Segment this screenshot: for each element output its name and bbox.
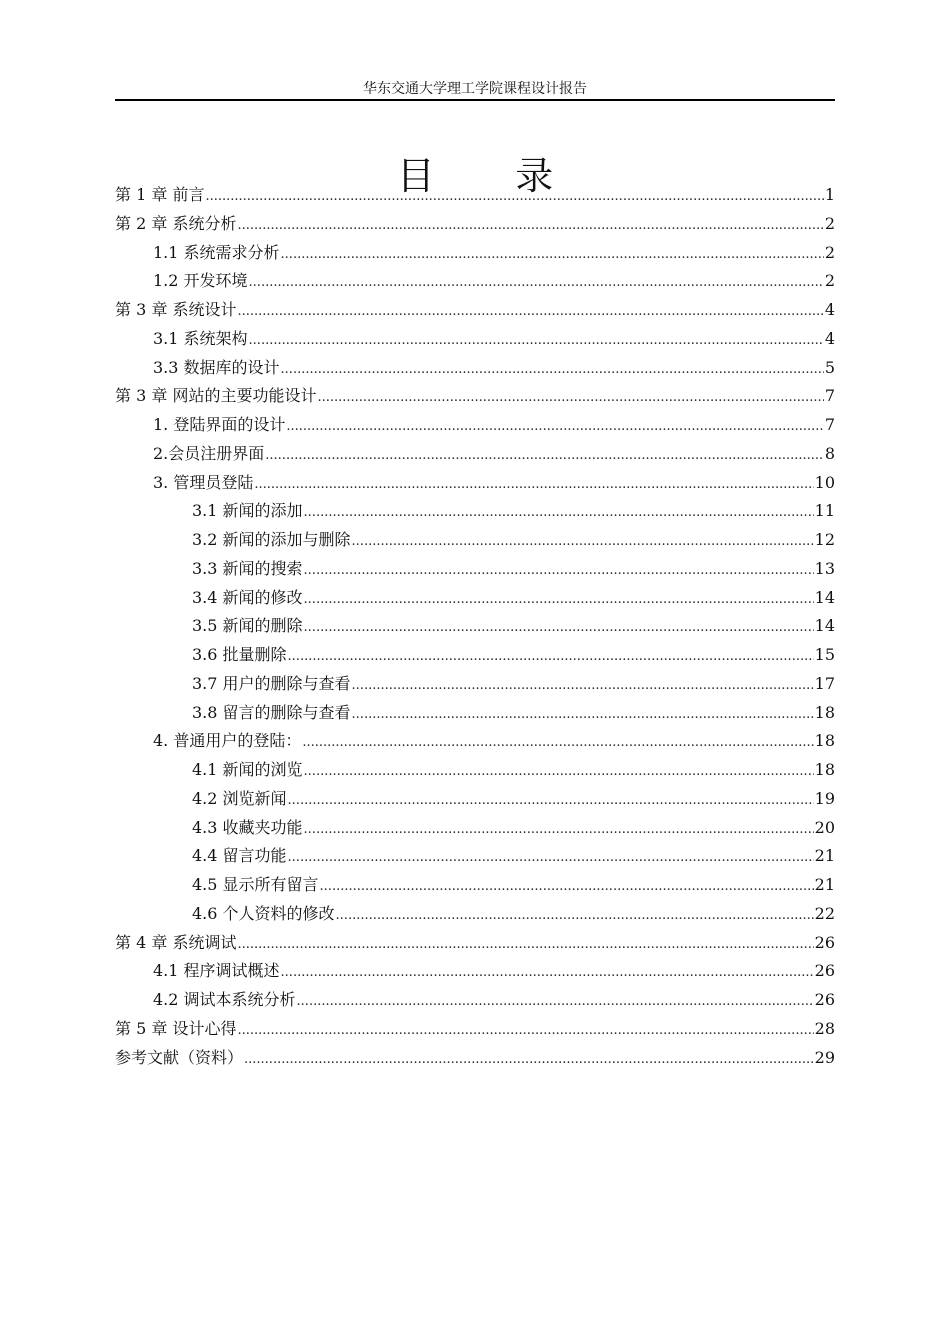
toc-dot-leader bbox=[265, 440, 824, 470]
toc-entry-title: 4.2 调试本系统分析 bbox=[153, 990, 296, 1009]
toc-dot-leader bbox=[352, 670, 814, 700]
toc-entry[interactable] bbox=[115, 411, 835, 440]
toc-entry-page-number: 7 bbox=[824, 386, 835, 406]
toc-entry[interactable] bbox=[115, 727, 835, 756]
toc-entry-page-number: 12 bbox=[814, 530, 835, 549]
toc-dot-leader bbox=[237, 296, 823, 326]
toc-dot-leader bbox=[237, 929, 813, 959]
toc-entry-title: 第 1 章 前言 bbox=[115, 185, 205, 204]
toc-dot-leader bbox=[304, 814, 814, 844]
toc-entry[interactable] bbox=[115, 641, 835, 670]
toc-entry-title: 3.6 批量删除 bbox=[192, 645, 287, 664]
toc-entry[interactable] bbox=[115, 814, 835, 843]
toc-entry-page-number: 19 bbox=[814, 788, 835, 808]
toc-dot-leader bbox=[288, 641, 814, 671]
toc-dot-leader bbox=[281, 239, 824, 269]
toc-dot-leader bbox=[304, 584, 814, 614]
toc-dot-leader bbox=[302, 727, 813, 757]
toc-dot-leader bbox=[205, 181, 823, 211]
toc-entry-page-number: 18 bbox=[814, 731, 835, 751]
toc-entry[interactable] bbox=[115, 900, 835, 929]
toc-entry-page-number: 5 bbox=[824, 357, 835, 377]
toc-entry[interactable] bbox=[115, 670, 835, 699]
page-header bbox=[115, 79, 835, 101]
toc-entry[interactable] bbox=[115, 440, 835, 469]
toc-entry-page-number: 2 bbox=[824, 213, 835, 233]
toc-entry-title: 3.1 新闻的添加 bbox=[192, 501, 303, 521]
toc-dot-leader bbox=[304, 612, 814, 642]
toc-entry-page-number: 22 bbox=[814, 903, 835, 923]
toc-dot-leader bbox=[304, 756, 814, 786]
toc-entry[interactable] bbox=[115, 1015, 835, 1044]
toc-entry[interactable] bbox=[115, 612, 835, 641]
toc-entry-title: 3.3 数据库的设计 bbox=[153, 357, 280, 377]
toc-dot-leader bbox=[352, 526, 814, 556]
toc-dot-leader bbox=[297, 986, 814, 1016]
toc-dot-leader bbox=[288, 785, 814, 815]
toc-entry[interactable] bbox=[115, 354, 835, 383]
toc-entry-title: 3.3 新闻的搜索 bbox=[192, 558, 303, 578]
toc-entry-title: 4.1 程序调试概述 bbox=[153, 961, 280, 981]
toc-entry-page-number: 13 bbox=[814, 558, 835, 578]
toc-entry-title: 3.5 新闻的删除 bbox=[192, 616, 303, 636]
toc-dot-leader bbox=[244, 1044, 814, 1074]
toc-entry-page-number: 18 bbox=[814, 760, 835, 779]
toc-entry[interactable] bbox=[115, 756, 835, 785]
toc-entry[interactable] bbox=[115, 1044, 835, 1073]
toc-entry-page-number: 21 bbox=[814, 875, 835, 894]
toc-entry[interactable] bbox=[115, 497, 835, 526]
toc-entry[interactable] bbox=[115, 210, 835, 239]
header-text: 华东交通大学理工学院课程设计报告 bbox=[363, 81, 587, 97]
toc-entry-page-number: 2 bbox=[824, 271, 835, 291]
toc-entry-page-number: 10 bbox=[814, 472, 835, 492]
toc-entry-page-number: 14 bbox=[814, 616, 835, 636]
toc-entry-title: 参考文献（资料） bbox=[115, 1047, 244, 1067]
toc-entry-title: 3. 管理员登陆 bbox=[153, 472, 254, 492]
toc-dot-leader bbox=[237, 1015, 813, 1045]
toc-entry[interactable] bbox=[115, 986, 835, 1015]
toc-entry-page-number: 29 bbox=[814, 1047, 835, 1067]
toc-entry[interactable] bbox=[115, 584, 835, 613]
toc-entry-title: 4.2 浏览新闻 bbox=[192, 788, 287, 808]
toc-entry[interactable] bbox=[115, 267, 835, 296]
toc-entry[interactable] bbox=[115, 871, 835, 900]
toc-entry-title: 3.1 系统架构 bbox=[153, 328, 248, 348]
toc-dot-leader bbox=[281, 354, 824, 384]
toc-entry-page-number: 7 bbox=[824, 415, 835, 434]
toc-entry-page-number: 18 bbox=[814, 702, 835, 722]
toc-entry-page-number: 26 bbox=[814, 932, 835, 952]
toc-entry-title: 4.6 个人资料的修改 bbox=[192, 903, 335, 923]
toc-entry-page-number: 17 bbox=[814, 673, 835, 693]
toc-entry-page-number: 14 bbox=[814, 587, 835, 607]
toc-dot-leader bbox=[288, 842, 814, 872]
toc-title: 目 录 bbox=[396, 154, 588, 199]
toc-entry-page-number: 28 bbox=[814, 1018, 835, 1038]
toc-entry-page-number: 26 bbox=[814, 990, 835, 1009]
toc-entry[interactable] bbox=[115, 842, 835, 871]
toc-entry-title: 4.4 留言功能 bbox=[192, 846, 287, 866]
toc-entry-title: 1. 登陆界面的设计 bbox=[153, 415, 286, 434]
toc-entry-title: 第 3 章 系统设计 bbox=[115, 300, 237, 319]
toc-entry-title: 第 5 章 设计心得 bbox=[115, 1018, 237, 1038]
toc-entry-page-number: 8 bbox=[824, 443, 835, 463]
toc-entry[interactable] bbox=[115, 181, 835, 210]
toc-entry[interactable] bbox=[115, 469, 835, 498]
toc-entry-title: 2.会员注册界面 bbox=[153, 443, 265, 463]
toc-entry-title: 3.2 新闻的添加与删除 bbox=[192, 530, 351, 549]
toc-dot-leader bbox=[249, 267, 824, 297]
toc-entry-page-number: 4 bbox=[824, 328, 835, 348]
toc-entry-page-number: 11 bbox=[814, 501, 835, 521]
toc-entry-title: 4.3 收藏夹功能 bbox=[192, 817, 303, 837]
toc-dot-leader bbox=[286, 411, 823, 441]
toc-entry[interactable] bbox=[115, 325, 835, 354]
toc-dot-leader bbox=[281, 957, 814, 987]
toc-entry[interactable] bbox=[115, 785, 835, 814]
toc-entry-page-number: 26 bbox=[814, 961, 835, 981]
toc-entry[interactable] bbox=[115, 526, 835, 555]
toc-entry-page-number: 2 bbox=[824, 242, 835, 262]
toc-dot-leader bbox=[237, 210, 823, 240]
toc-dot-leader bbox=[317, 382, 823, 412]
toc-entry-title: 3.8 留言的删除与查看 bbox=[192, 702, 351, 722]
toc-entry-title: 第 3 章 网站的主要功能设计 bbox=[115, 386, 317, 406]
toc-entry[interactable] bbox=[115, 957, 835, 986]
toc-entry-title: 1.1 系统需求分析 bbox=[153, 242, 280, 262]
toc-entry-title: 3.4 新闻的修改 bbox=[192, 587, 303, 607]
toc-dot-leader bbox=[249, 325, 824, 355]
toc-entry-title: 4. 普通用户的登陆： bbox=[153, 731, 302, 751]
toc-entry-page-number: 20 bbox=[814, 817, 835, 837]
toc-entry[interactable] bbox=[115, 296, 835, 325]
toc-dot-leader bbox=[304, 555, 814, 585]
toc-entry[interactable] bbox=[115, 555, 835, 584]
toc-dot-leader bbox=[304, 497, 814, 527]
toc-entry-title: 4.1 新闻的浏览 bbox=[192, 760, 303, 779]
toc-entry-title: 第 2 章 系统分析 bbox=[115, 213, 237, 233]
toc-entry[interactable] bbox=[115, 699, 835, 728]
toc-dot-leader bbox=[336, 900, 814, 930]
toc-dot-leader bbox=[320, 871, 814, 901]
toc-entry-title: 第 4 章 系统调试 bbox=[115, 932, 237, 952]
toc-entry-page-number: 1 bbox=[824, 185, 835, 204]
toc-dot-leader bbox=[352, 699, 814, 729]
toc-entry[interactable] bbox=[115, 929, 835, 958]
toc-dot-leader bbox=[254, 469, 813, 499]
table-of-contents bbox=[115, 181, 835, 1072]
toc-entry-title: 1.2 开发环境 bbox=[153, 271, 248, 291]
toc-entry-page-number: 4 bbox=[824, 300, 835, 319]
toc-entry-page-number: 15 bbox=[814, 645, 835, 664]
toc-entry[interactable] bbox=[115, 382, 835, 411]
toc-entry[interactable] bbox=[115, 239, 835, 268]
toc-entry-page-number: 21 bbox=[814, 846, 835, 866]
toc-entry-title: 4.5 显示所有留言 bbox=[192, 875, 319, 894]
toc-entry-title: 3.7 用户的删除与查看 bbox=[192, 673, 351, 693]
